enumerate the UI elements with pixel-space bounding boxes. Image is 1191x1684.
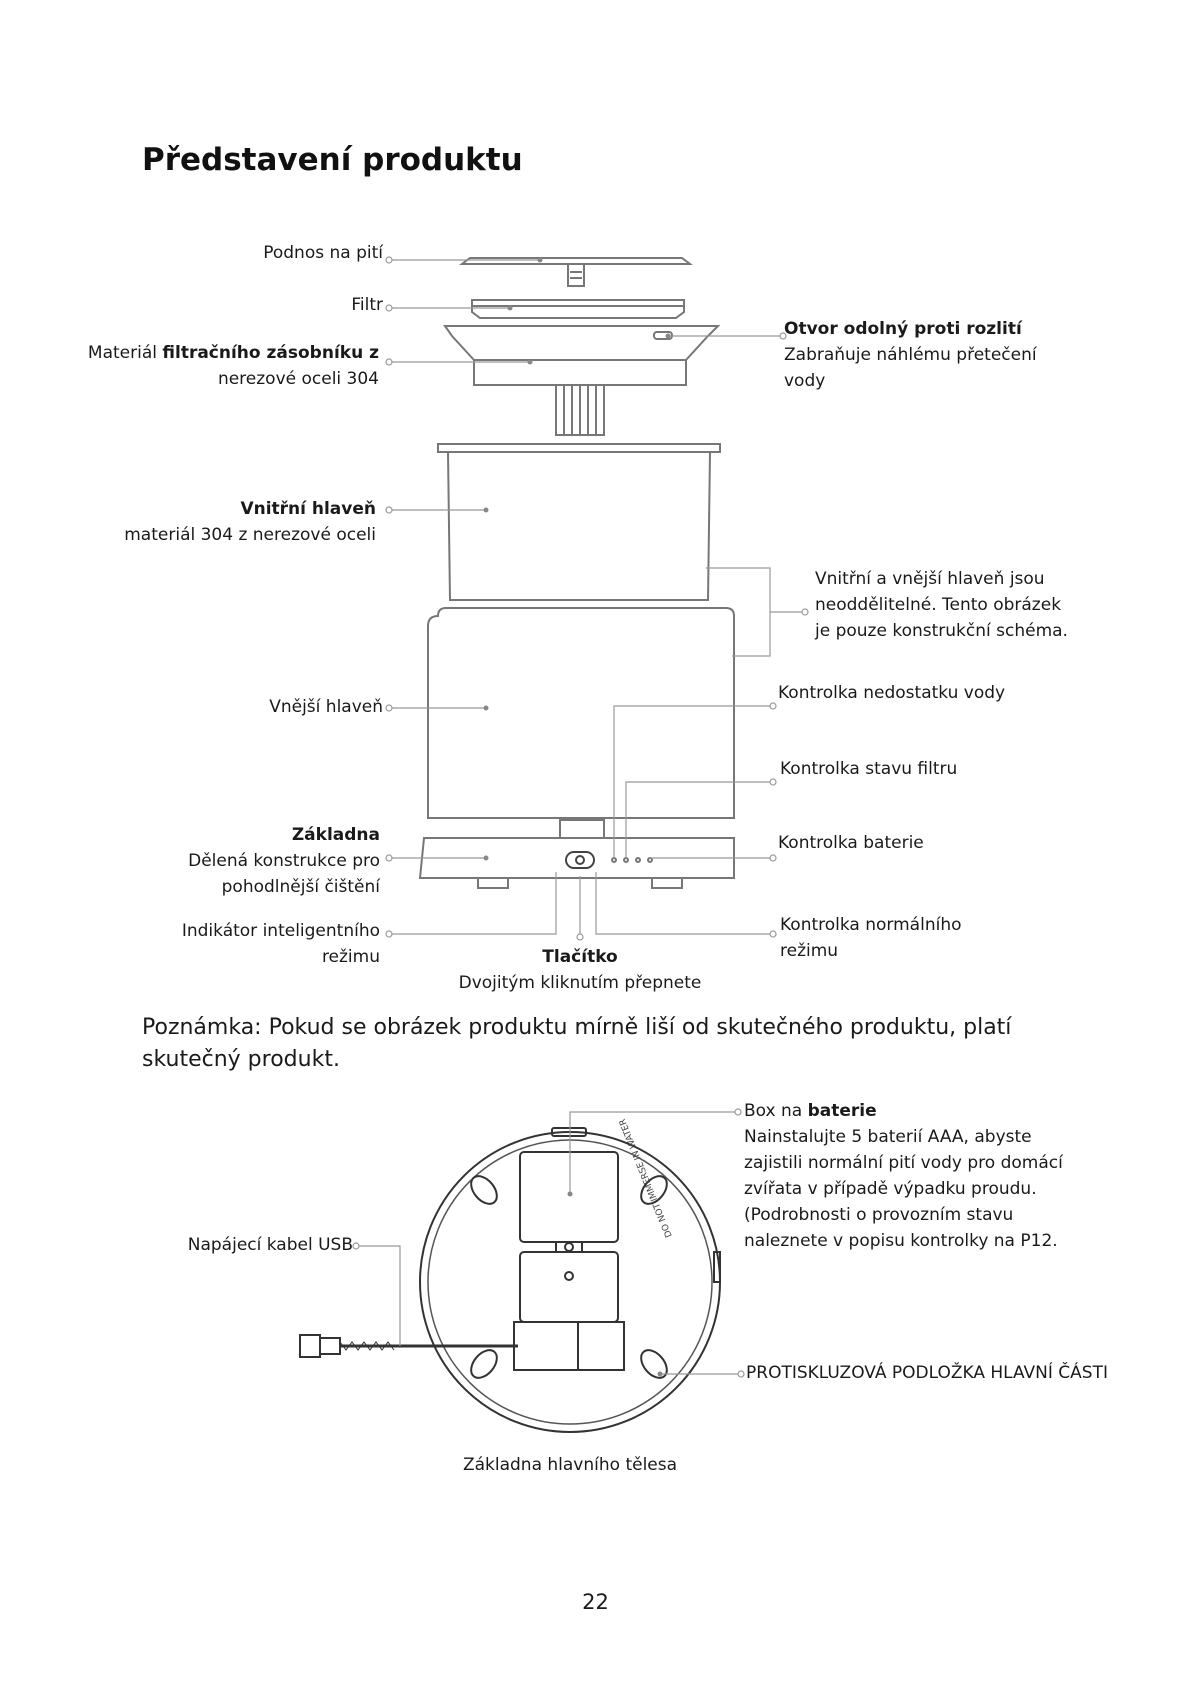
label-base-caption: Základna hlavního tělesa: [462, 1455, 678, 1475]
battery-box-illustration: [520, 1152, 618, 1242]
label-smart-mode-indicator: Indikátor inteligentního režimu: [181, 921, 380, 967]
label-filter-reservoir: Materiál filtračního zásobníku z nerezové oceli 304: [87, 343, 379, 389]
cable-channel: [514, 1322, 624, 1370]
label-overflow-hole: Otvor odolný proti rozlití Zabraňuje náhlému přetečení vody: [784, 319, 1037, 391]
usb-plug-illustration: [300, 1335, 320, 1357]
label-drinking-tray: Podnos na pití: [263, 243, 383, 263]
anti-slip-pad-tl: [466, 1171, 502, 1208]
label-base: Základna Dělená konstrukce pro pohodlnější čištění: [188, 825, 380, 897]
label-anti-slip-pad: PROTISKLUZOVÁ PODLOŽKA HLAVNÍ ČÁSTI: [746, 1363, 1108, 1383]
product-note: Poznámka: Pokud se obrázek produktu mírně liší od skutečného produktu, platí skutečný produkt.: [142, 1015, 1012, 1072]
anti-slip-pad-br: [636, 1345, 672, 1382]
label-usb-cable: Napájecí kabel USB: [187, 1235, 353, 1255]
anti-slip-pad-bl: [466, 1345, 502, 1382]
base-engraving: DO NOT IMMERSE IN WATER: [617, 1117, 675, 1239]
label-filter-status-light: Kontrolka stavu filtru: [780, 759, 958, 779]
page-number: 22: [582, 1590, 609, 1614]
label-normal-mode-light: Kontrolka normálního režimu: [780, 915, 962, 961]
label-battery-box: Box na baterie Nainstalujte 5 baterií AAA, abyste zajistili normální pití vody pro domácí zvířata v případě výpadku proudu. (Podrobnosti o provozním stavu naleznete v popisu kontrolky na P12.: [744, 1101, 1063, 1251]
label-inseparable-note: Vnitřní a vnější hlaveň jsou neoddělitelné. Tento obrázek je pouze konstrukční schéma.: [815, 569, 1068, 641]
label-outer-barrel: Vnější hlaveň: [269, 697, 383, 717]
label-filter: Filtr: [351, 295, 383, 315]
label-button: Tlačítko Dvojitým kliknutím přepnete: [458, 947, 702, 993]
battery-box-lower: [520, 1252, 618, 1322]
label-battery-light: Kontrolka baterie: [778, 833, 924, 853]
label-inner-barrel: Vnitřní hlaveň materiál 304 z nerezové oceli: [124, 499, 376, 545]
label-water-shortage-light: Kontrolka nedostatku vody: [778, 683, 1006, 703]
page-title: Představení produktu: [142, 142, 523, 178]
